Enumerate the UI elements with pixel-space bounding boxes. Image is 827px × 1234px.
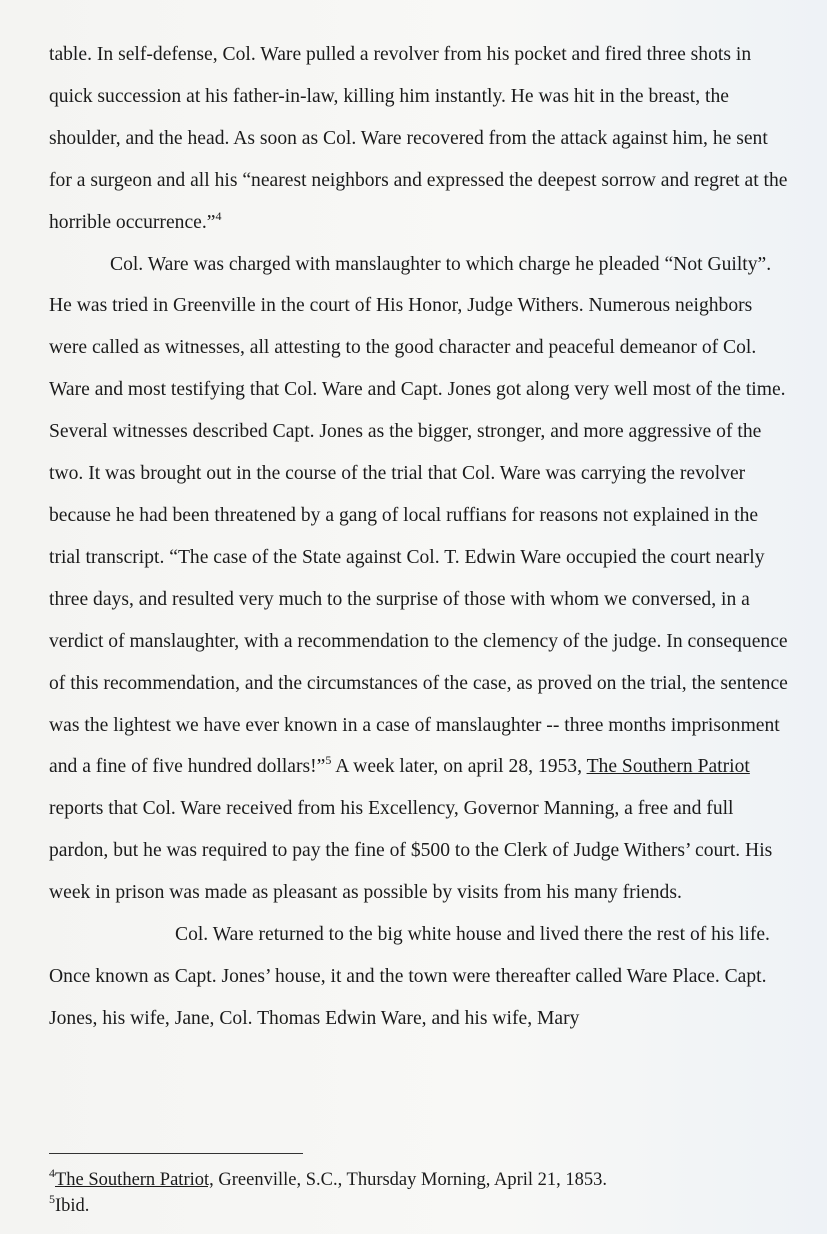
- footnote-ref: 5: [325, 753, 332, 768]
- body-text: [49, 34, 789, 1040]
- publication-title: The Southern Patriot: [586, 756, 750, 778]
- text-run: Col. Ware returned to the big white house and lived there the rest of his life. Once known as Capt. Jones’ house, it and the town were thereafter called Ware Place. Capt. Jones, his wife, Jane, Col. Thomas Edwin Ware, and his wife, Mary: [49, 924, 770, 1029]
- text-run: reports that Col. Ware received from his Excellency, Governor Manning, a free and full pardon, but he was required to pay the fine of $500 to the Clerk of Judge Withers’ court. His week in prison was made as pleasant as possible by visits from his many friends.: [49, 798, 773, 904]
- publication-title: The Southern Patriot,: [55, 1170, 214, 1190]
- paragraph: [49, 34, 789, 244]
- text-run: Ibid.: [55, 1196, 90, 1216]
- text-run: Col. Ware was charged with manslaughter to which charge he pleaded “Not Guilty”. He was tried in Greenville in the court of His Honor, Judge Withers. Numerous neighbors were called as witnesses, all attesting to the good character and peaceful demeanor of Col. Ware and most testifying that Col. Ware and Capt. Jones got along very well most of the time. Several witnesses described Capt. Jones as the bigger, stronger, and more aggressive of the two. It was brought out in the course of the trial that Col. Ware was carrying the revolver because he had been threatened by a gang of local ruffians for reasons not explained in the trial transcript. “The case of the State against Col. T. Edwin Ware occupied the court nearly three days, and resulted very much to the surprise of those with whom we conversed, in a verdict of manslaughter, with a recommendation to the clemency of the judge. In consequence of this recommendation, and the circumstances of the case, as proved on the trial, the sentence was the lightest we have ever known in a case of manslaughter -- three months imprisonment and a fine of five hundred dollars!”: [49, 253, 788, 778]
- footnotes: [49, 1167, 789, 1219]
- text-run: A week later, on april 28, 1953,: [331, 756, 587, 778]
- footnote-ref: 4: [49, 1166, 55, 1180]
- footnote: [49, 1193, 789, 1219]
- paragraph: [49, 914, 789, 1040]
- footnote-rule: [49, 1153, 303, 1154]
- text-run: Greenville, S.C., Thursday Morning, April 21, 1853.: [213, 1170, 608, 1190]
- footnote-ref: 5: [49, 1192, 55, 1206]
- footnote: [49, 1167, 789, 1193]
- text-run: table. In self-defense, Col. Ware pulled a revolver from his pocket and fired three shots in quick succession at his father-in-law, killing him instantly. He was hit in the breast, the shoulder, and the head. As soon as Col. Ware recovered from the attack against him, he sent for a surgeon and all his “nearest neighbors and expressed the deepest sorrow and regret at the horrible occurrence.”: [49, 44, 788, 233]
- footnote-ref: 4: [215, 208, 222, 223]
- paragraph: [49, 244, 789, 915]
